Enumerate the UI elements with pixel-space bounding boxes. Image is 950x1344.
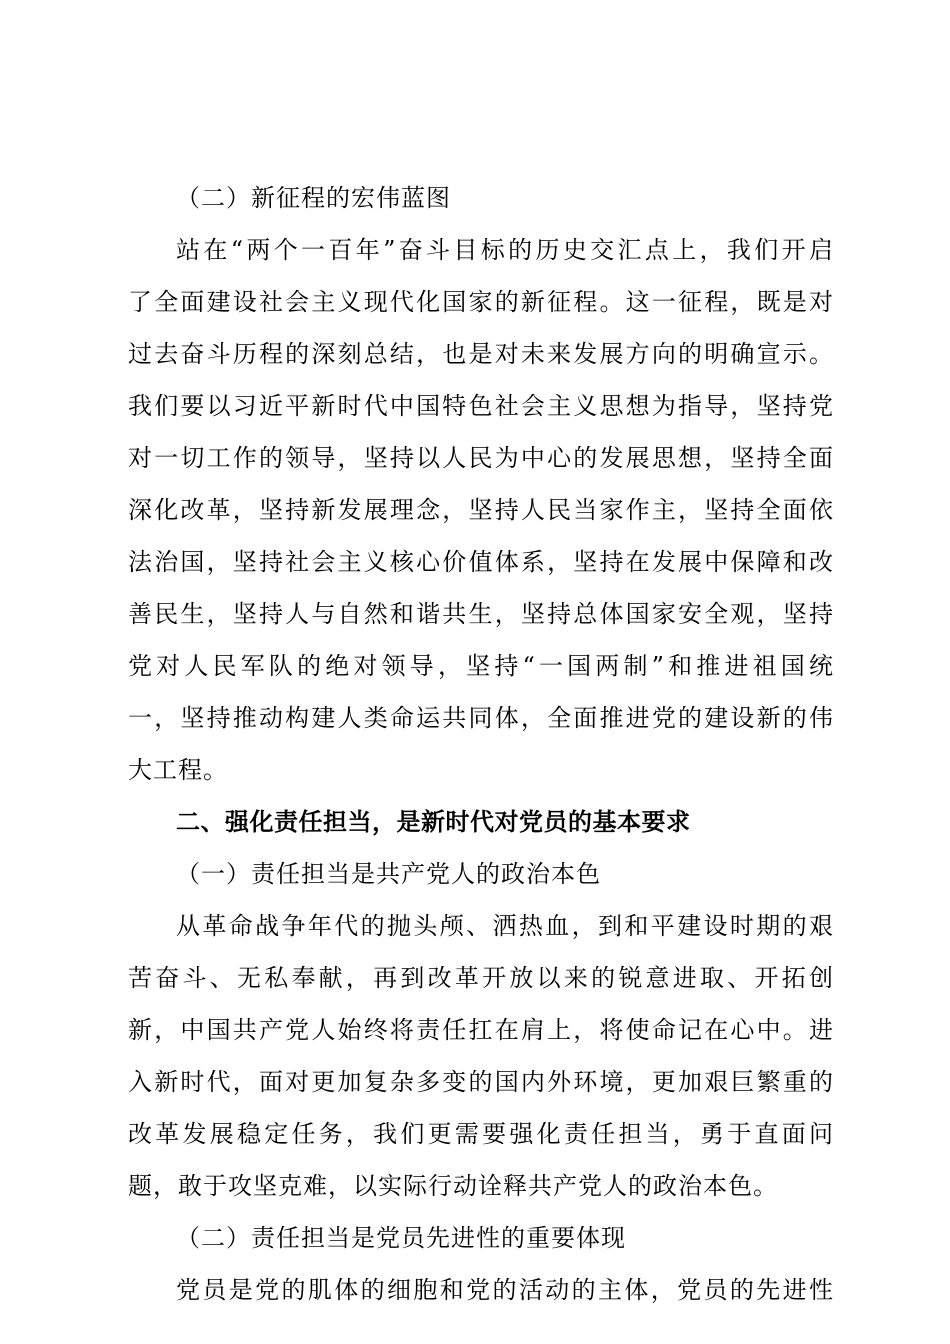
paragraph-line: 改革发展稳定任务，我们更需要强化责任担当，勇于直面问	[128, 1120, 834, 1148]
paragraph-line: 善民生，坚持人与自然和谐共生，坚持总体国家安全观，坚持	[128, 600, 834, 628]
paragraph-political-character	[128, 900, 834, 1212]
paragraph-line: 法治国，坚持社会主义核心价值体系，坚持在发展中保障和改	[128, 548, 834, 576]
paragraph-line: 从革命战争年代的抛头颅、洒热血，到和平建设时期的艰	[176, 912, 834, 940]
paragraph-line: 党员是党的肌体的细胞和党的活动的主体，党员的先进性	[176, 1276, 834, 1304]
paragraph-line: 了全面建设社会主义现代化国家的新征程。这一征程，既是对	[128, 288, 834, 316]
paragraph-line: 深化改革，坚持新发展理念，坚持人民当家作主，坚持全面依	[128, 496, 834, 524]
subheading-political-character: （一）责任担当是共产党人的政治本色	[176, 860, 601, 888]
paragraph-line: 党对人民军队的绝对领导，坚持“一国两制”和推进祖国统	[128, 652, 834, 680]
paragraph-line: 苦奋斗、无私奉献，再到改革开放以来的锐意进取、开拓创	[128, 964, 834, 992]
paragraph-line: 大工程。	[128, 756, 228, 784]
paragraph-line: 站在“两个一百年”奋斗目标的历史交汇点上，我们开启	[176, 236, 834, 264]
paragraph-line: 一，坚持推动构建人类命运共同体，全面推进党的建设新的伟	[128, 704, 834, 732]
subheading-advanced-nature: （二）责任担当是党员先进性的重要体现	[176, 1224, 626, 1252]
paragraph-line: 过去奋斗历程的深刻总结，也是对未来发展方向的明确宣示。	[128, 340, 834, 368]
paragraph-line: 对一切工作的领导，坚持以人民为中心的发展思想，坚持全面	[128, 444, 834, 472]
paragraph-line: 题，敢于攻坚克难，以实际行动诠释共产党人的政治本色。	[128, 1172, 778, 1200]
document-body	[128, 172, 834, 1316]
paragraph-line: 新，中国共产党人始终将责任扛在肩上，将使命记在心中。进	[128, 1016, 834, 1044]
paragraph-line: 入新时代，面对更加复杂多变的国内外环境，更加艰巨繁重的	[128, 1068, 834, 1096]
subheading-new-journey: （二）新征程的宏伟蓝图	[176, 184, 451, 212]
paragraph-new-journey	[128, 224, 834, 796]
paragraph-line: 我们要以习近平新时代中国特色社会主义思想为指导，坚持党	[128, 392, 834, 420]
section-heading-responsibility: 二、强化责任担当，是新时代对党员的基本要求	[176, 808, 691, 836]
paragraph-advanced-nature	[128, 1264, 834, 1316]
